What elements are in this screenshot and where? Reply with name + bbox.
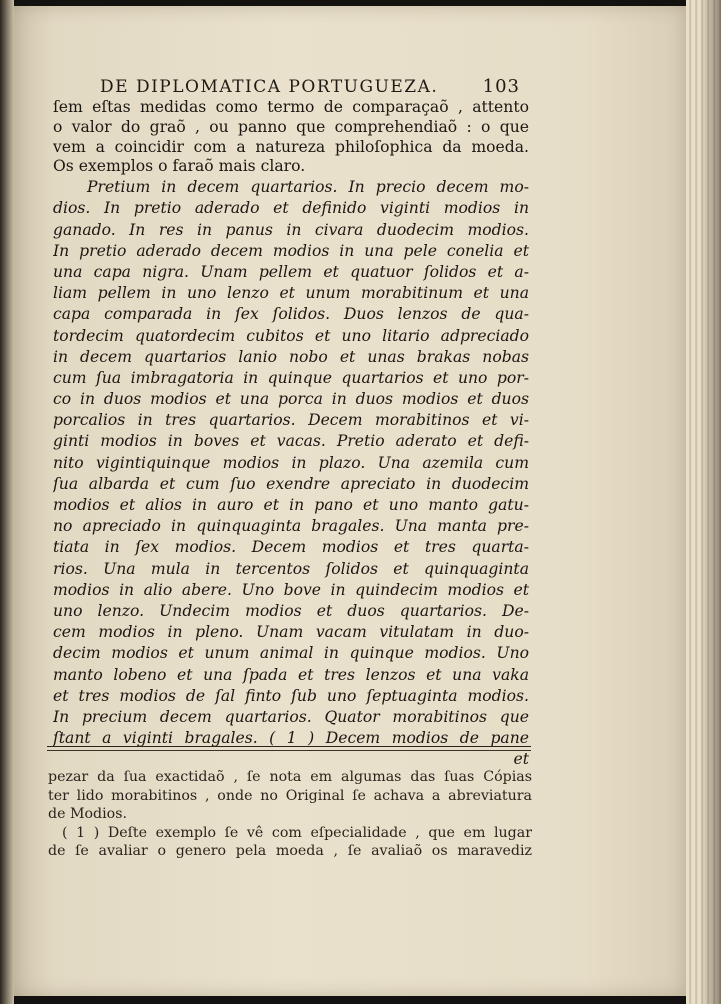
text-line: in decem quartarios lanio nobo et unas brakas nobas [53, 347, 529, 366]
footnote-line: de Modios. [48, 806, 128, 823]
page-number: 103 [482, 76, 520, 97]
text-line: una capa nigra. Unam pellem et quatuor ſolidos et a- [53, 262, 529, 281]
text-line: et tres modios de ſal finto ſub uno ſeptuaginta modios. [53, 686, 529, 705]
intro-paragraph [53, 98, 529, 177]
text-line: nito vigintiquinque modios in plazo. Una azemila cum [53, 453, 529, 472]
text-line: Os exemplos o faraõ mais claro. [53, 157, 306, 176]
text-line: ſtant a viginti bragales. ( 1 ) Decem modios de pane [53, 729, 529, 748]
text-line: vem a coincidir com a natureza philoſophica da moeda. [53, 137, 529, 156]
text-line: cum ſua imbragatoria in quinque quartarios et uno por- [53, 368, 529, 387]
footnote-line: de ſe avaliar o genero pela moeda , ſe avaliaõ os maravediz [48, 843, 532, 860]
running-title: DE DIPLOMATICA PORTUGUEZA. [100, 77, 439, 97]
footnote-rule-thin [47, 750, 531, 751]
text-line: no apreciado in quinquaginta bragales. Una manta pre- [53, 517, 529, 536]
latin-examples [53, 177, 529, 770]
page-stack-shadow [700, 0, 721, 1004]
text-line: manto lobeno et una ſpada et tres lenzos et una vaka [53, 665, 529, 684]
text-line: modios et alios in auro et in pano et uno manto gatu- [53, 496, 529, 514]
text-line: Pretium in decem quartarios. In precio decem mo- [87, 178, 529, 197]
text-line: decim modios et unum animal in quinque modios. Uno [53, 644, 529, 663]
catchword: et [513, 750, 529, 769]
text-line: modios in alio abere. Uno bove in quindecim modios et [53, 580, 529, 599]
text-line: co in duos modios et una porca in duos modios et duos [53, 390, 529, 409]
footnotes [48, 768, 532, 861]
footnote-line: ter lido morabitinos , onde no Original ſe achava a abreviatura [48, 787, 532, 804]
text-line: ganado. In res in panus in civara duodecim modios. [53, 220, 529, 239]
text-line: rios. Una mula in tercentos ſolidos et quinquaginta [53, 559, 529, 578]
text-line: tiata in ſex modios. Decem modios et tres quarta- [53, 538, 529, 557]
text-line: ginti modios in boves et vacas. Pretio aderato et defi- [53, 432, 529, 451]
text-line: ſem eſtas medidas como termo de comparaçaõ , attento [53, 98, 529, 116]
text-line: liam pellem in uno lenzo et unum morabitinum et una [53, 284, 529, 303]
running-header [100, 76, 520, 97]
main-text [53, 98, 529, 770]
book-left-edge [0, 0, 14, 1004]
text-line: cem modios in pleno. Unam vacam vitulatam in duo- [53, 623, 529, 642]
text-line: dios. In pretio aderado et definido viginti modios in [53, 199, 529, 218]
text-line: capa comparada in ſex ſolidos. Duos lenzos de qua- [53, 305, 529, 324]
footnote-line: pezar da ſua exactidaõ , ſe nota em algumas das ſuas Cópias [48, 769, 532, 785]
text-line: uno lenzo. Undecim modios et duos quartarios. De- [53, 601, 529, 620]
text-line: ſua albarda et cum ſuo exendre apreciato in duodecim [53, 474, 529, 493]
text-line: o valor do graõ , ou panno que comprehendiaõ : o que [53, 117, 529, 136]
text-line: tordecim quatordecim cubitos et uno litario adpreciado [53, 326, 529, 345]
footnote-line: ( 1 ) Deſte exemplo ſe vê com eſpecialidade , que em lugar [62, 824, 532, 841]
text-line: In precium decem quartarios. Quator morabitinos que [53, 707, 529, 726]
text-line: In pretio aderado decem modios in una pele conelia et [53, 241, 529, 260]
text-line: porcalios in tres quartarios. Decem morabitinos et vi- [53, 411, 529, 430]
footnote-rule [47, 746, 531, 747]
